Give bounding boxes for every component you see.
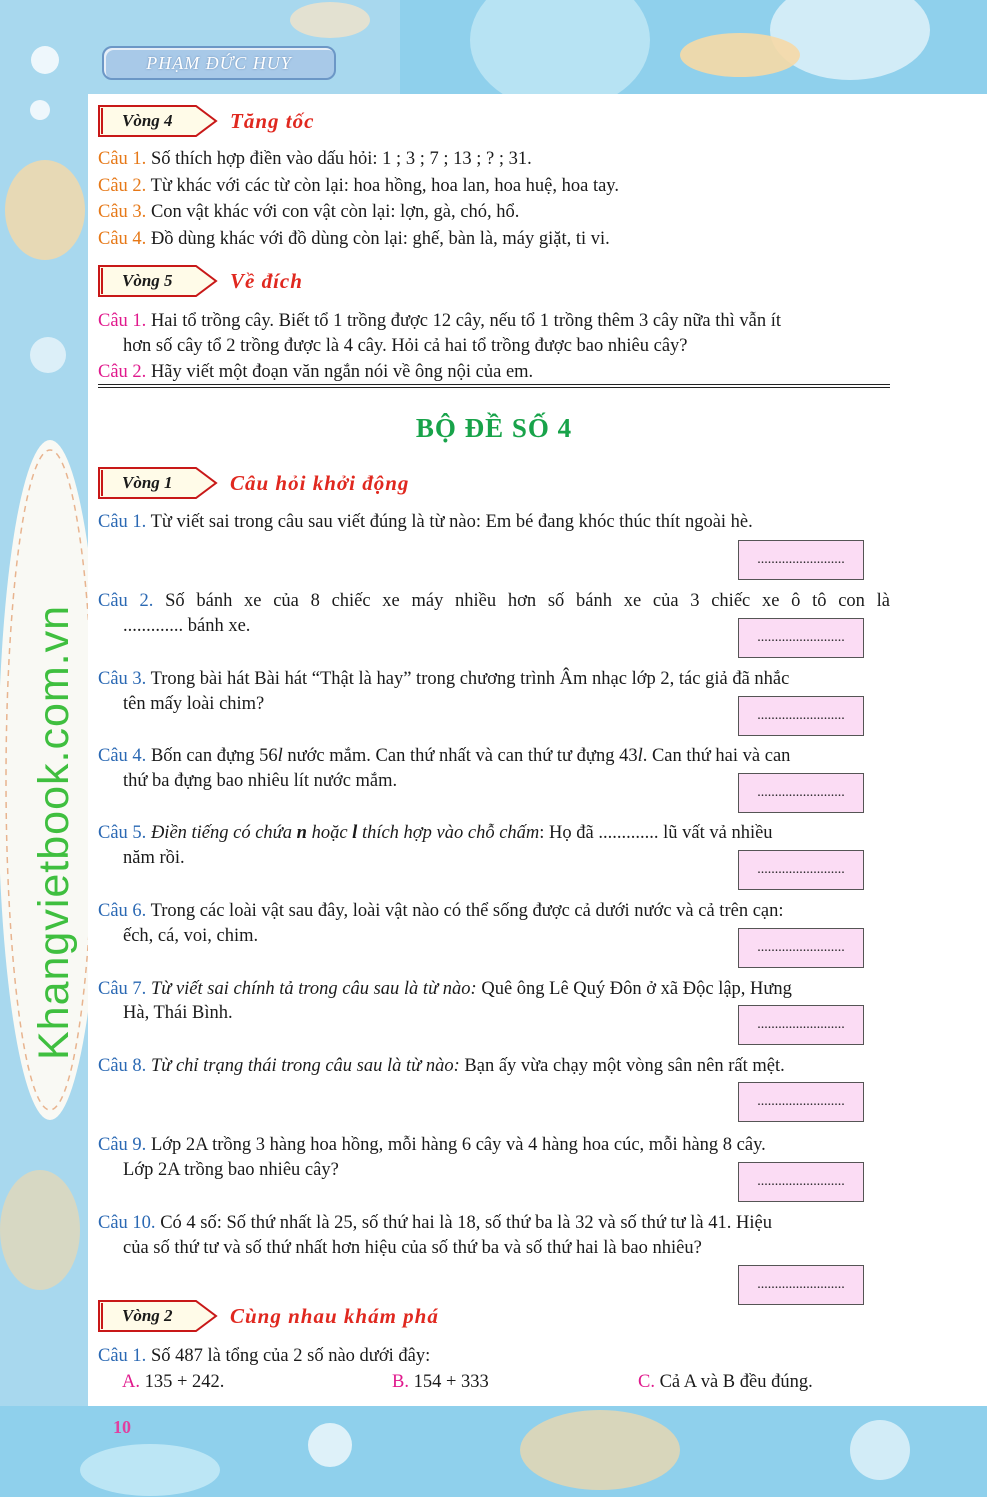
question: [98, 309, 890, 359]
question-label: Câu 1.: [98, 149, 147, 169]
question: [98, 200, 890, 225]
option-text: 135 + 242.: [144, 1372, 225, 1392]
question-text: Từ khác với các từ còn lại: hoa hồng, hoa lan, hoa huệ, hoa tay.: [150, 176, 619, 196]
page-number: 10: [113, 1416, 131, 1437]
question-text: Hãy viết một đoạn văn ngắn nói về ông nội của em.: [150, 362, 534, 382]
question: [98, 821, 890, 846]
answer-box[interactable]: .........................: [738, 850, 864, 890]
answer-box[interactable]: .........................: [738, 928, 864, 968]
question-text: Số thích hợp điền vào dấu hỏi: 1 ; 3 ; 7 ; 13 ; ? ; 31.: [150, 149, 532, 169]
question-label: Câu 4.: [98, 229, 147, 249]
question: [98, 1133, 890, 1158]
round-title: Câu hỏi khởi động: [230, 470, 410, 495]
question-label: Câu 7.: [98, 979, 147, 999]
question-label: Câu 8.: [98, 1056, 147, 1076]
round-badge: [98, 467, 218, 499]
set-title: BỘ ĐỀ SỐ 4: [415, 413, 573, 443]
option-a[interactable]: [122, 1370, 224, 1395]
question: [98, 510, 890, 535]
question-label: Câu 6.: [98, 901, 147, 921]
question-text-cont: ếch, cá, voi, chim.: [123, 926, 259, 946]
question-text-cont: Hà, Thái Bình.: [123, 1003, 233, 1023]
answer-box[interactable]: .........................: [738, 540, 864, 580]
question: [98, 147, 890, 172]
question-text-cont: Lớp 2A trồng bao nhiêu cây?: [123, 1160, 339, 1180]
round-badge-label: Vòng 5: [122, 271, 173, 290]
question-text: nước mắm. Can thứ nhất và can thứ tư đựng 43: [282, 746, 638, 766]
question-text-cont: ............. bánh xe.: [123, 616, 251, 636]
question: [98, 174, 890, 199]
question-text: Lớp 2A trồng 3 hàng hoa hồng, mỗi hàng 6 cây và 4 hàng hoa cúc, mỗi hàng 8 cây.: [150, 1135, 766, 1155]
question-text-cont: thứ ba đựng bao nhiêu lít nước mắm.: [123, 771, 398, 791]
question: [98, 360, 890, 385]
question-text: Số 487 là tổng của 2 số nào dưới đây:: [150, 1346, 431, 1366]
question-text-cont: tên mấy loài chim?: [123, 694, 265, 714]
question: [98, 227, 890, 252]
question-label: Câu 10.: [98, 1213, 156, 1233]
question-text-cont: năm rồi.: [123, 848, 185, 868]
round4-header: [98, 104, 314, 138]
round-badge-label: Vòng 1: [122, 473, 173, 492]
round5-header: [98, 264, 303, 298]
author-header: PHẠM ĐỨC HUY: [102, 46, 336, 80]
set4-round1-header: [98, 466, 409, 500]
question: [98, 1211, 890, 1236]
section-divider: [98, 384, 890, 388]
page-content: [88, 94, 987, 1406]
question-label: Câu 1.: [98, 1346, 147, 1366]
question-label: Câu 4.: [98, 746, 147, 766]
question-text: Bạn ấy vừa chạy một vòng sân nên rất mệt.: [459, 1056, 785, 1076]
question-text: Con vật khác với con vật còn lại: lợn, gà, chó, hổ.: [150, 202, 520, 222]
instruction-text: Điền tiếng có chứa: [150, 823, 297, 843]
option-letter: B.: [392, 1372, 409, 1392]
question: [98, 667, 890, 692]
unit-liter: l: [277, 746, 283, 766]
answer-box[interactable]: .........................: [738, 1265, 864, 1305]
question-label: Câu 9.: [98, 1135, 147, 1155]
option-letter: C.: [638, 1372, 655, 1392]
question-text: Có 4 số: Số thứ nhất là 25, số thứ hai là 18, số thứ ba là 32 và số thứ tư là 41. Hiệu: [160, 1213, 772, 1233]
answer-box[interactable]: .........................: [738, 696, 864, 736]
option-b[interactable]: [392, 1370, 489, 1395]
question-text: : Họ đã ............. lũ vất vả nhiều: [539, 823, 773, 843]
watermark-text: Khangvietbook.com.vn: [30, 604, 78, 1060]
question-text: Đồ dùng khác với đồ dùng còn lại: ghế, bàn là, máy giặt, ti vi.: [150, 229, 610, 249]
question-text: . Can thứ hai và can: [642, 746, 791, 766]
answer-box[interactable]: .........................: [738, 1162, 864, 1202]
answer-box[interactable]: .........................: [738, 773, 864, 813]
round-badge: [98, 1300, 218, 1332]
question-label: Câu 2.: [98, 176, 147, 196]
answer-box[interactable]: .........................: [738, 1005, 864, 1045]
question-label: Câu 3.: [98, 669, 147, 689]
question: [98, 744, 890, 769]
unit-liter: l: [637, 746, 643, 766]
instruction-text: Từ chỉ trạng thái trong câu sau là từ nào:: [150, 1056, 460, 1076]
question-label: Câu 3.: [98, 202, 147, 222]
question: [98, 1054, 890, 1079]
round-badge: [98, 105, 218, 137]
question-text: Hai tổ trồng cây. Biết tổ 1 trồng được 12 cây, nếu tổ 1 trồng thêm 3 cây nữa thì vẫn ít: [150, 311, 782, 331]
question-label: Câu 1.: [98, 512, 147, 532]
letter-l: l: [352, 823, 358, 843]
question-label: Câu 1.: [98, 311, 147, 331]
question-text: Số bánh xe của 8 chiếc xe máy nhiều hơn số bánh xe của 3 chiếc xe ô tô con là: [165, 591, 890, 611]
option-c[interactable]: [638, 1370, 813, 1395]
question: [98, 589, 890, 614]
round-title: Tăng tốc: [230, 108, 315, 133]
question-text-cont: của số thứ tư và số thứ nhất hơn hiệu của số thứ ba và số thứ hai là bao nhiêu?: [123, 1238, 702, 1258]
option-text: Cả A và B đều đúng.: [659, 1372, 813, 1392]
option-text: 154 + 333: [413, 1372, 489, 1392]
round-badge: [98, 265, 218, 297]
answer-box[interactable]: .........................: [738, 618, 864, 658]
round-badge-label: Vòng 2: [122, 1306, 173, 1325]
question-text: Trong bài hát Bài hát “Thật là hay” trong chương trình Âm nhạc lớp 2, tác giả đã nhắc: [150, 669, 790, 689]
question: [98, 899, 890, 924]
question: [98, 977, 890, 1002]
question-text-cont: hơn số cây tổ 2 trồng được là 4 cây. Hỏi cả hai tổ trồng được bao nhiêu cây?: [123, 336, 688, 356]
option-letter: A.: [122, 1372, 140, 1392]
instruction-text: thích hợp vào chỗ chấm: [357, 823, 540, 843]
answer-box[interactable]: .........................: [738, 1082, 864, 1122]
question-cont: [98, 1236, 890, 1261]
question-text: Trong các loài vật sau đây, loài vật nào có thể sống được cả dưới nước và cả trên cạn:: [150, 901, 784, 921]
question-text: Quê ông Lê Quý Đôn ở xã Độc lập, Hưng: [476, 979, 792, 999]
question: [98, 1344, 890, 1369]
question-label: Câu 2.: [98, 362, 147, 382]
question-label: Câu 2.: [98, 591, 154, 611]
question-label: Câu 5.: [98, 823, 147, 843]
question-text: Từ viết sai trong câu sau viết đúng là từ nào: Em bé đang khóc thúc thít ngoài hè.: [150, 512, 753, 532]
set4-round2-header: [98, 1299, 439, 1333]
letter-n: n: [296, 823, 307, 843]
instruction-text: hoặc: [306, 823, 353, 843]
instruction-text: Từ viết sai chính tả trong câu sau là từ nào:: [150, 979, 477, 999]
round-title: Cùng nhau khám phá: [230, 1303, 439, 1328]
round-title: Về đích: [230, 268, 303, 293]
question-text: Bốn can đựng 56: [150, 746, 278, 766]
round-badge-label: Vòng 4: [122, 111, 173, 130]
